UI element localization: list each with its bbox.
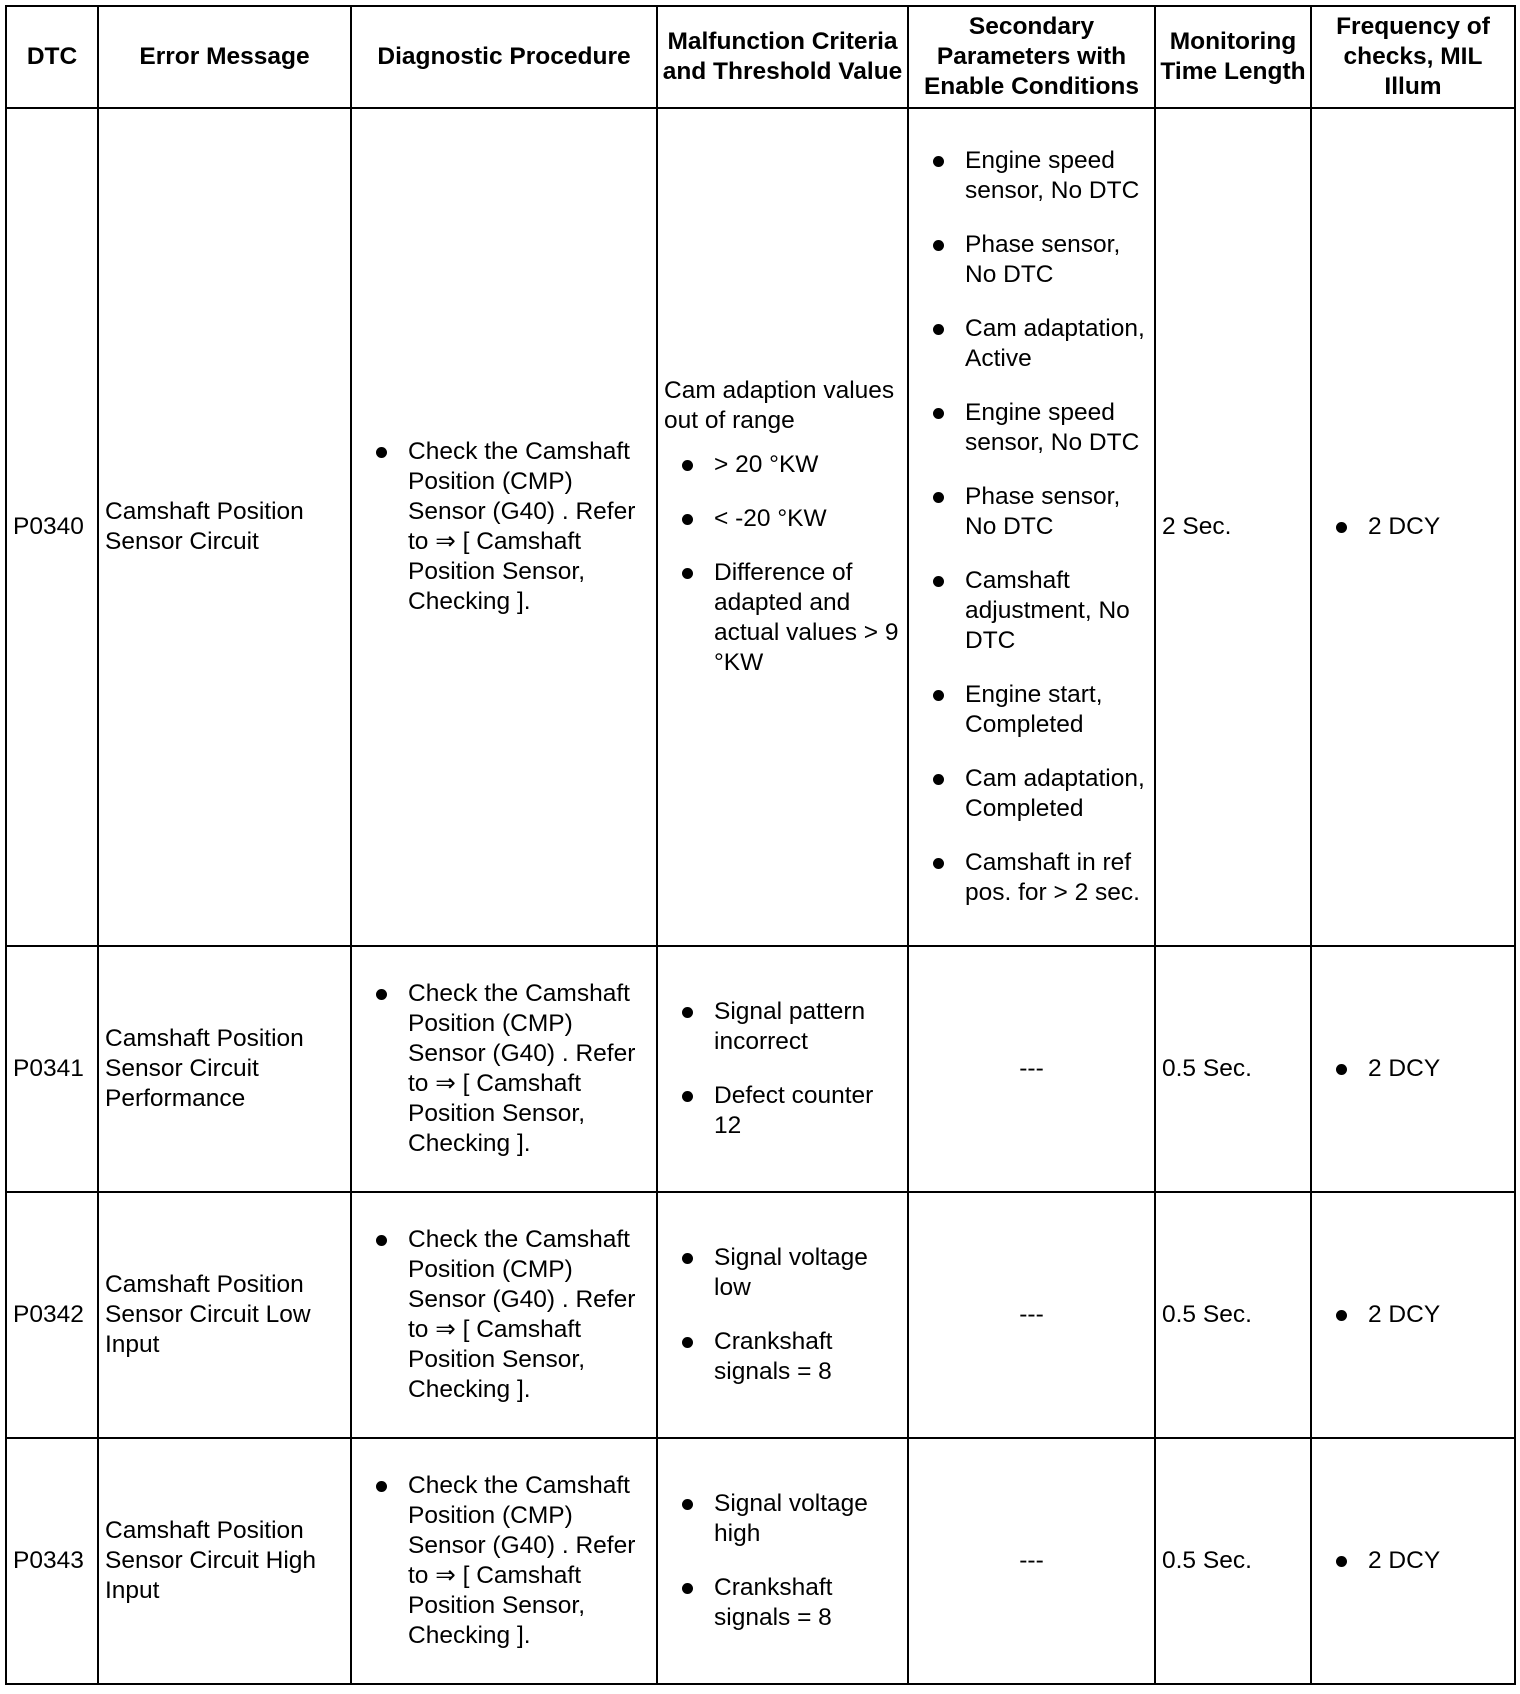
dtc-code: P0342 [6, 1192, 98, 1438]
diagnostic-procedure [351, 946, 657, 1192]
secondary-item: Engine start, Completed [915, 680, 1148, 740]
table-row [6, 1438, 1515, 1684]
dtc-code: P0340 [6, 108, 98, 946]
monitoring-time: 0.5 Sec. [1155, 946, 1311, 1192]
dtc-code: P0341 [6, 946, 98, 1192]
criteria-list [664, 997, 901, 1141]
error-message: Camshaft Position Sensor Circuit Low Input [98, 1192, 351, 1438]
frequency [1311, 1438, 1515, 1684]
table-row [6, 1192, 1515, 1438]
secondary-item: Engine speed sensor, No DTC [915, 146, 1148, 206]
header-monitoring-time: Monitoring Time Length [1155, 6, 1311, 108]
table-row [6, 108, 1515, 946]
diagnostic-procedure [351, 108, 657, 946]
secondary-parameters [908, 108, 1155, 946]
procedure-item: Check the Camshaft Position (CMP) Sensor (G40) . Refer to ⇒ [ Camshaft Position Sensor, Checking ]. [358, 979, 650, 1159]
frequency [1311, 1192, 1515, 1438]
header-secondary-parameters: Secondary Parameters with Enable Conditions [908, 6, 1155, 108]
table-body [6, 108, 1515, 1684]
frequency-item: 2 DCY [1318, 1054, 1508, 1084]
procedure-item: Check the Camshaft Position (CMP) Sensor (G40) . Refer to ⇒ [ Camshaft Position Sensor, Checking ]. [358, 1225, 650, 1405]
error-message: Camshaft Position Sensor Circuit Performance [98, 946, 351, 1192]
monitoring-time: 0.5 Sec. [1155, 1192, 1311, 1438]
secondary-item: Engine speed sensor, No DTC [915, 398, 1148, 458]
malfunction-criteria [657, 1438, 908, 1684]
malfunction-criteria [657, 1192, 908, 1438]
malfunction-criteria [657, 946, 908, 1192]
malfunction-criteria [657, 108, 908, 946]
header-row [6, 6, 1515, 108]
criteria-item: Difference of adapted and actual values > 9 °KW [664, 558, 901, 678]
header-dtc: DTC [6, 6, 98, 108]
header-error-message: Error Message [98, 6, 351, 108]
secondary-parameters: --- [908, 1438, 1155, 1684]
secondary-item: Camshaft adjustment, No DTC [915, 566, 1148, 656]
secondary-item: Cam adaptation, Active [915, 314, 1148, 374]
secondary-item: Phase sensor, No DTC [915, 482, 1148, 542]
criteria-item: Signal pattern incorrect [664, 997, 901, 1057]
dtc-code: P0343 [6, 1438, 98, 1684]
procedure-list [358, 1471, 650, 1651]
error-message: Camshaft Position Sensor Circuit [98, 108, 351, 946]
diagnostic-procedure [351, 1438, 657, 1684]
frequency [1311, 946, 1515, 1192]
criteria-item: Signal voltage high [664, 1489, 901, 1549]
criteria-list [664, 450, 901, 678]
secondary-item: Camshaft in ref pos. for > 2 sec. [915, 848, 1148, 908]
secondary-item: Cam adaptation, Completed [915, 764, 1148, 824]
secondary-parameters: --- [908, 946, 1155, 1192]
frequency-item: 2 DCY [1318, 1300, 1508, 1330]
criteria-item: > 20 °KW [664, 450, 901, 480]
frequency-list [1318, 512, 1508, 542]
frequency-list [1318, 1300, 1508, 1330]
criteria-item: Defect counter 12 [664, 1081, 901, 1141]
secondary-item: Phase sensor, No DTC [915, 230, 1148, 290]
secondary-parameters: --- [908, 1192, 1155, 1438]
frequency-item: 2 DCY [1318, 1546, 1508, 1576]
dtc-table [5, 5, 1516, 1685]
criteria-list [664, 1489, 901, 1633]
table-header [6, 6, 1515, 108]
frequency [1311, 108, 1515, 946]
header-diagnostic-procedure: Diagnostic Procedure [351, 6, 657, 108]
criteria-intro: Cam adaption values out of range [664, 377, 895, 434]
error-message: Camshaft Position Sensor Circuit High Input [98, 1438, 351, 1684]
diagnostic-procedure [351, 1192, 657, 1438]
criteria-item: Signal voltage low [664, 1243, 901, 1303]
procedure-list [358, 1225, 650, 1405]
header-malfunction-criteria: Malfunction Criteria and Threshold Value [657, 6, 908, 108]
procedure-item: Check the Camshaft Position (CMP) Sensor (G40) . Refer to ⇒ [ Camshaft Position Sensor, Checking ]. [358, 437, 650, 617]
monitoring-time: 2 Sec. [1155, 108, 1311, 946]
header-frequency: Frequency of checks, MIL Illum [1311, 6, 1515, 108]
procedure-list [358, 979, 650, 1159]
criteria-list [664, 1243, 901, 1387]
criteria-item: Crankshaft signals = 8 [664, 1573, 901, 1633]
criteria-item: Crankshaft signals = 8 [664, 1327, 901, 1387]
frequency-list [1318, 1546, 1508, 1576]
frequency-item: 2 DCY [1318, 512, 1508, 542]
monitoring-time: 0.5 Sec. [1155, 1438, 1311, 1684]
table-row [6, 946, 1515, 1192]
criteria-item: < -20 °KW [664, 504, 901, 534]
procedure-list [358, 437, 650, 617]
procedure-item: Check the Camshaft Position (CMP) Sensor (G40) . Refer to ⇒ [ Camshaft Position Sensor, Checking ]. [358, 1471, 650, 1651]
secondary-list [915, 146, 1148, 908]
frequency-list [1318, 1054, 1508, 1084]
